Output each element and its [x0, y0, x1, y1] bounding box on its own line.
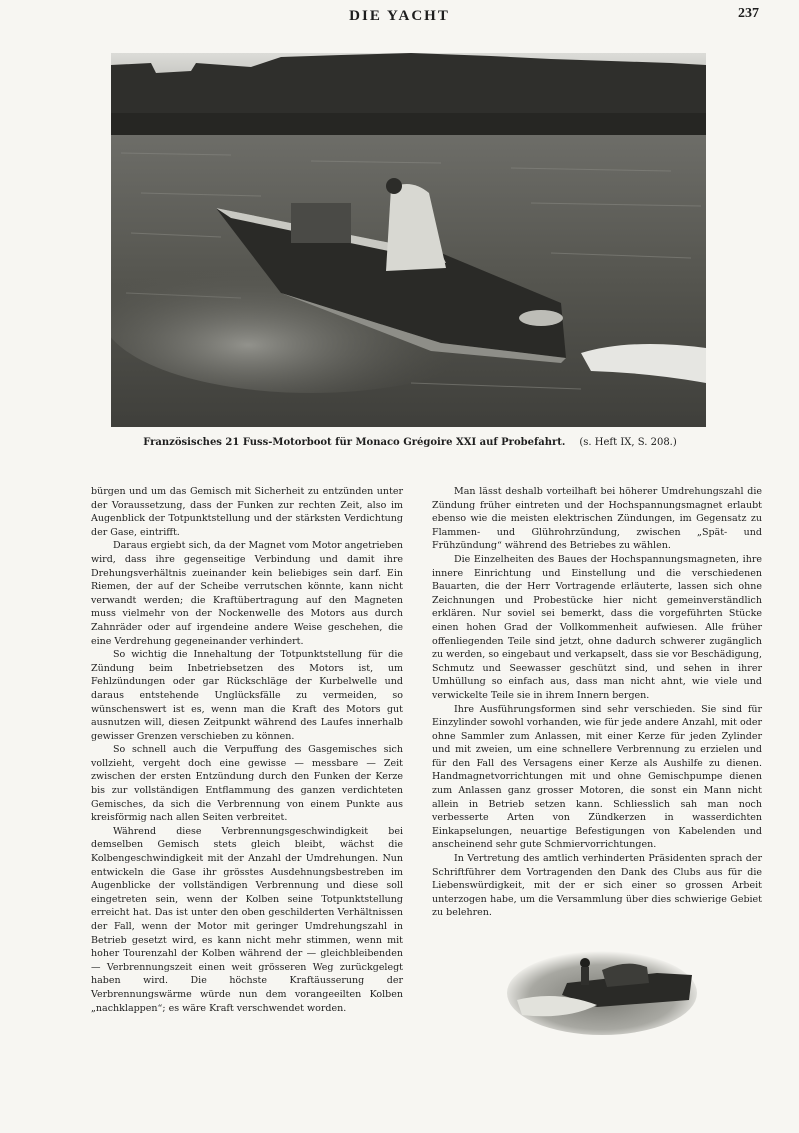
paragraph: bürgen und um das Gemisch mit Sicherheit zu entzünden unter der Voraussetzung, dass der Funken zur rechten Zeit, also im Augenblick der Totpunktstellung und der stärksten Verdichtung der Gase, eintrifft.: [91, 486, 403, 538]
paragraph: Ihre Ausführungsformen sind sehr verschieden. Sie sind für Einzylinder sowohl vorhanden, wie für jede andere Anzahl, mit oder ohne Sammler zum Anlassen, mit einer Kerze für jeden Zylinder und mit zweien, um eine schnellere Verbrennung zu erzielen und für den Fall des Versagens einer Kerze als Aushilfe zu dienen. Handmagnetvorrichtungen mit und ohne Gemischpumpe dienen zum Anlassen ganz grosser Motoren, die sonst ein Mann nicht allein in Betrieb setzen kann. Schliesslich sah man noch verbesserte Arten von Zündkerzen in wasserdichten Einkapselungen, neuartige Befestigungen von Kabelenden und anscheinend sehr gute Schmiervorrichtungen.: [432, 703, 762, 851]
small-boat-vignette: [507, 945, 697, 1035]
paragraph: In Vertretung des amtlich verhinderten Präsidenten sprach der Schriftführer dem Vortragenden den Dank des Clubs aus für die Liebenswürdigkeit, mit der er sich einer so grossen Arbeit unterzogen habe, um die Versammlung über dies schwierige Gebiet zu belehren.: [432, 853, 762, 919]
motorboat-photo: [111, 53, 706, 427]
paragraph: So wichtig die Innehaltung der Totpunktstellung für die Zündung beim Inbetriebsetzen des Motors ist, um Fehlzündungen oder gar Rückschläge der Kurbelwelle und daraus entstehende Unglücksfälle zu vermeiden, so wünschenswert ist es, wenn man die Kraft des Motors gut ausnutzen will, diesen Zeitpunkt während des Laufes innerhalb gewisser Grenzen verschieben zu können.: [91, 649, 403, 742]
paragraph: So schnell auch die Verpuffung des Gasgemisches sich vollzieht, vergeht doch eine gewisse — messbare — Zeit zwischen der ersten Entzündung durch den Funken der Kerze bis zur vollständigen Entflammung des ganzen verdichteten Gemisches, da sich die Verbrennung von einem Punkte aus kreisförmig nach allen Seiten verbreitet.: [91, 744, 403, 824]
paragraph: Die Einzelheiten des Baues der Hochspannungsmagneten, ihre innere Einrichtung und Einstellung und die verschiedenen Bauarten, die der Herr Vortragende erläuterte, lassen sich ohne Zeichnungen und Probestücke hier nicht gemeinverständlich erklären. Nur soviel sei bemerkt, dass die vorgeführten Stücke einen hohen Grad der Vollkommenheit aufwiesen. Alle früher offenliegenden Teile sind jetzt, ohne dadurch schwerer zugänglich zu werden, so eingebaut und verkapselt, dass sie vor Beschädigung, Schmutz und Seewasser geschützt sind, und sehen in ihrer Umhüllung so einfach aus, dass man nicht ahnt, wie viele und verwickelte Teile sie in ihrem Innern bergen.: [432, 553, 762, 701]
paragraph: Während diese Verbrennungsgeschwindigkeit bei demselben Gemisch stets gleich bleibt, wächst die Kolbengeschwindigkeit mit der Anzahl der Umdrehungen. Nun entwickeln die Gase ihr grösstes Ausdehnungsbestreben im Augenblicke der vollständigen Verbrennung und diese soll eingetreten sein, wenn der Kolben seine Totpunktstellung erreicht hat. Das ist unter den oben geschilderten Verhältnissen der Fall, wenn der Motor mit geringer Umdrehungszahl in Betrieb gesetzt wird, es kann nicht mehr stimmen, wenn mit hoher Tourenzahl der Kolben während der — gleichbleibenden — Verbrennungszeit einen weit grösseren Weg zurückgelegt haben wird. Die höchste Kraftäusserung der Verbrennungswärme würde nun dem vorangeeilten Kolben „nachklappen“; es wäre Kraft verschwendet worden.: [91, 825, 403, 1014]
page-number: 237: [738, 6, 759, 21]
right-text-column: [432, 485, 762, 920]
running-title: DIE YACHT: [349, 8, 450, 24]
caption-text: Französisches 21 Fuss-Motorboot für Monaco Grégoire XXI auf Probefahrt.: [143, 437, 566, 448]
figure-caption: [100, 437, 720, 448]
caption-reference: (s. Heft IX, S. 208.): [579, 437, 677, 448]
left-text-column: [91, 485, 403, 1015]
paragraph: Man lässt deshalb vorteilhaft bei höherer Umdrehungszahl die Zündung früher eintreten und der Hochspannungsmagnet erlaubt ebenso wie die meisten elektrischen Zündungen, im Gegensatz zu Flammen- und Glührohrzündung, zwischen „Spät- und Frühzündung“ während des Betriebes zu wählen.: [432, 486, 762, 552]
paragraph: Daraus ergiebt sich, da der Magnet vom Motor angetrieben wird, dass ihre gegenseitige Verbindung und damit ihre Drehungsverhältnis zueinander kein beliebiges sein darf. Ein Riemen, der auf der Scheibe verrutschen könnte, kann nicht verwandt werden; die Kraftübertragung auf den Magneten muss vielmehr von der Nockenwelle des Motors aus durch Zahnräder oder auf irgendeine andere Weise geschehen, die eine Verdrehung gegeneinander verhindert.: [91, 540, 403, 647]
